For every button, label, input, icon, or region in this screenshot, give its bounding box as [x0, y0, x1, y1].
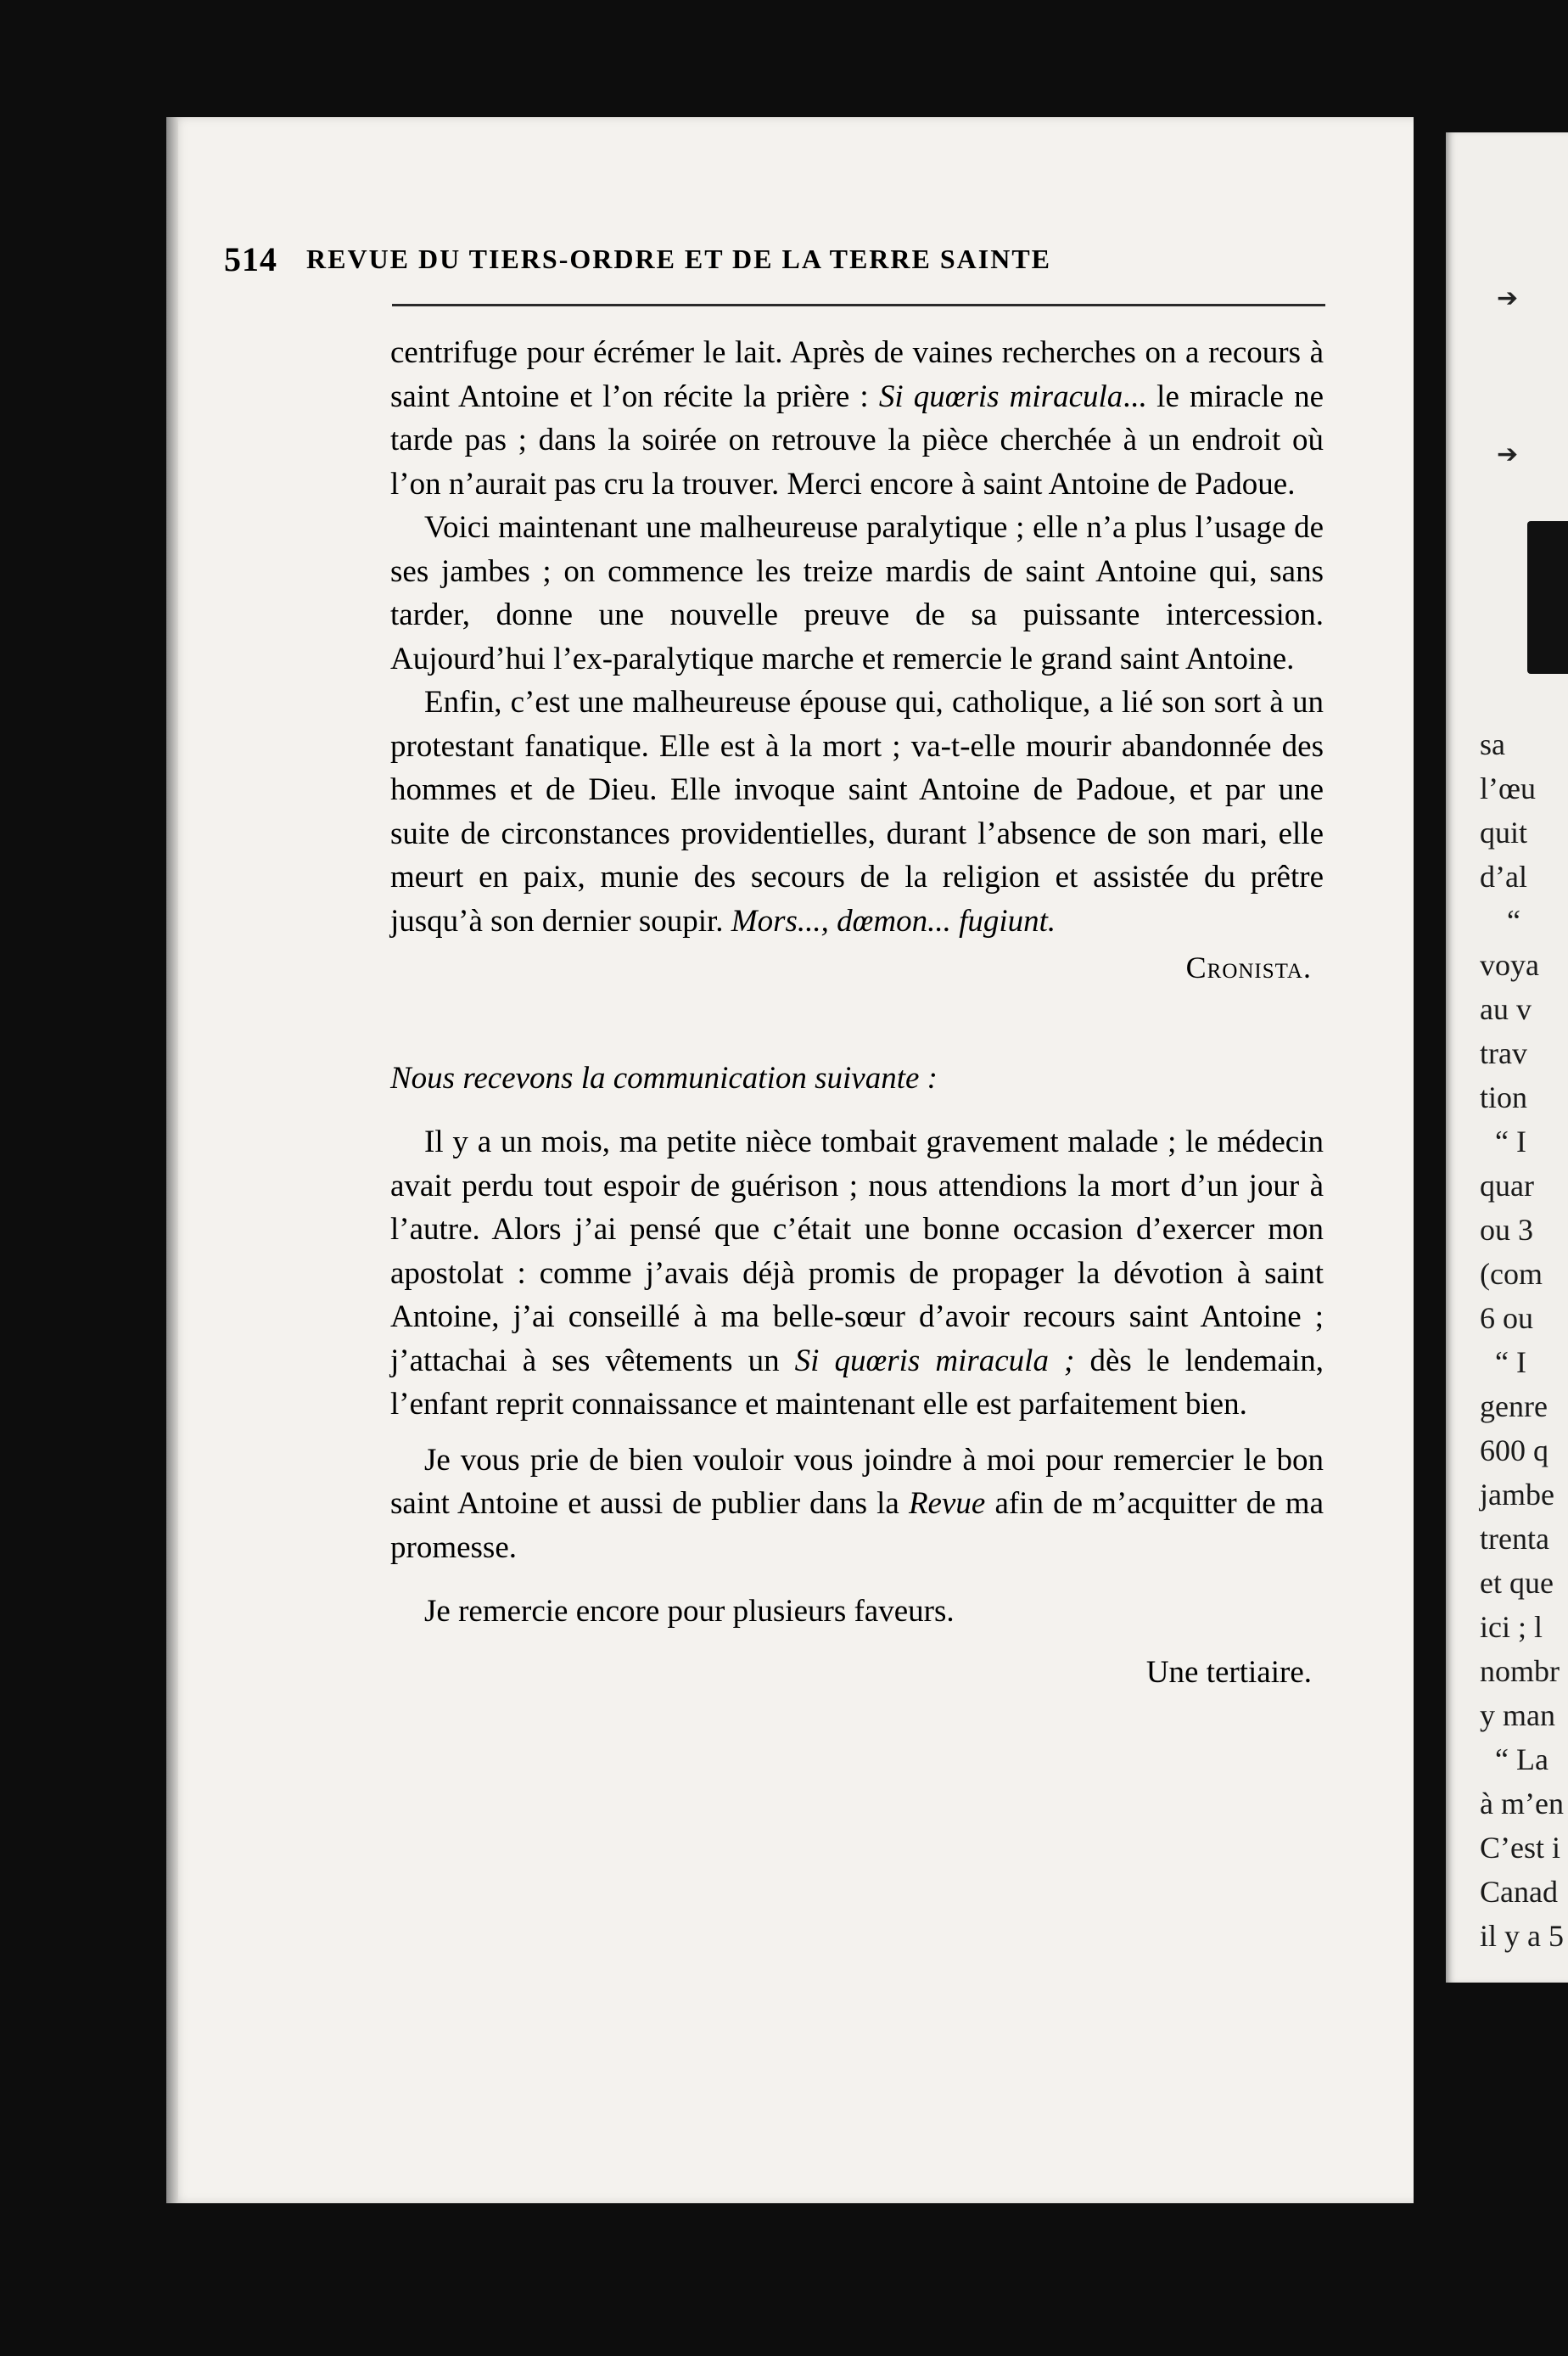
- facing-fragment: d’al: [1480, 860, 1527, 894]
- facing-fragment: “ I: [1495, 1125, 1526, 1158]
- facing-fragment: ici ; l: [1480, 1610, 1543, 1644]
- intro-line: Nous recevons la communication suivante :: [390, 1060, 938, 1096]
- facing-fragment: (com: [1480, 1257, 1543, 1291]
- paragraph-1: centrifuge pour écrémer le lait. Après de vaines recherches on a recours à saint Antoine et l’on récite la prière : Si quœris miracula... le miracle ne tarde pas ; dans la soirée on retrouve la pièce cherchée à un endroit où l’on n’aurait pas cru la trouver. Merci encore à saint Antoine de Padoue.: [390, 335, 1324, 502]
- facing-fragment: 600 q: [1480, 1433, 1548, 1467]
- facing-fragment: il y a 5: [1480, 1919, 1564, 1953]
- facing-fragment: tion: [1480, 1080, 1528, 1114]
- ornament-arrow-icon: ➔: [1497, 284, 1519, 312]
- facing-fragment: 6 ou: [1480, 1301, 1533, 1335]
- facing-fragment: quar: [1480, 1169, 1534, 1203]
- facing-fragment: “ La: [1495, 1742, 1548, 1776]
- facing-fragment: nombr: [1480, 1654, 1560, 1688]
- facing-fragment: jambe: [1480, 1478, 1554, 1512]
- facing-fragment: sa: [1480, 727, 1505, 761]
- facing-fragment: trenta: [1480, 1522, 1549, 1556]
- paragraph-5: Je vous prie de bien vouloir vous joindre à moi pour remercier le bon saint Antoine et aussi de publier dans la Revue afin de m’acquitter de ma promesse.: [390, 1442, 1324, 1565]
- facing-fragment: C’est i: [1480, 1831, 1560, 1865]
- ornament-arrow-icon: ➔: [1497, 440, 1519, 468]
- body-text: [390, 331, 1324, 1694]
- facing-page-edge: [1446, 132, 1568, 1983]
- dropcap-icon: [1527, 521, 1568, 674]
- facing-fragment: et que: [1480, 1566, 1554, 1600]
- paragraph-2: Voici maintenant une malheureuse paralytique ; elle n’a plus l’usage de ses jambes ; on commence les treize mardis de saint Antoine qui, sans tarder, donne une nouvelle preuve de sa puissante intercession. Aujourd’hui l’ex-paralytique marche et remercie le grand saint Antoine.: [390, 510, 1324, 676]
- facing-fragment: ou 3: [1480, 1213, 1533, 1247]
- paragraph-6: Je remercie encore pour plusieurs faveurs.: [424, 1594, 955, 1629]
- facing-fragment: à m’en: [1480, 1787, 1564, 1820]
- facing-fragment: trav: [1480, 1036, 1527, 1070]
- facing-fragment: Canad: [1480, 1875, 1558, 1909]
- facing-fragment: “: [1507, 904, 1520, 938]
- facing-fragment: “ I: [1495, 1345, 1526, 1379]
- signature-tertiaire: Une tertiaire.: [1145, 1654, 1312, 1690]
- facing-fragment: quit: [1480, 816, 1528, 850]
- signature-cronista: Cronista.: [1185, 951, 1312, 984]
- facing-fragment: au v: [1480, 992, 1532, 1026]
- facing-fragment: y man: [1480, 1698, 1555, 1732]
- facing-fragment: genre: [1480, 1389, 1548, 1423]
- header-rule: [392, 304, 1325, 306]
- running-header: [224, 239, 1327, 283]
- running-title: REVUE DU TIERS-ORDRE ET DE LA TERRE SAINTE: [306, 244, 1051, 274]
- paragraph-4: Il y a un mois, ma petite nièce tombait gravement malade ; le médecin avait perdu tout espoir de guérison ; nous attendions la mort d’un jour à l’autre. Alors j’ai pensé que c’était une bonne occasion d’exercer mon apostolat : comme j’avais déjà promis de propager la dévotion à saint Antoine, j’ai conseillé à ma belle-sœur d’avoir recours saint Antoine ; j’attachai à ses vêtements un Si quœris miracula ; dès le lendemain, l’enfant reprit connaissance et maintenant elle est parfaitement bien.: [390, 1125, 1324, 1422]
- facing-fragment: voya: [1480, 948, 1539, 982]
- page-number: 514: [224, 240, 277, 278]
- paragraph-3: Enfin, c’est une malheureuse épouse qui, catholique, a lié son sort à un protestant fanatique. Elle est à la mort ; va-t-elle mourir abandonnée des hommes et de Dieu. Elle invoque saint Antoine de Padoue, et par une suite de circonstances providentielles, durant l’absence de son mari, elle meurt en paix, munie des secours de la religion et assistée du prêtre jusqu’à son dernier soupir. Mors..., dœmon... fugiunt.: [390, 685, 1324, 939]
- facing-fragment: l’œu: [1480, 771, 1536, 805]
